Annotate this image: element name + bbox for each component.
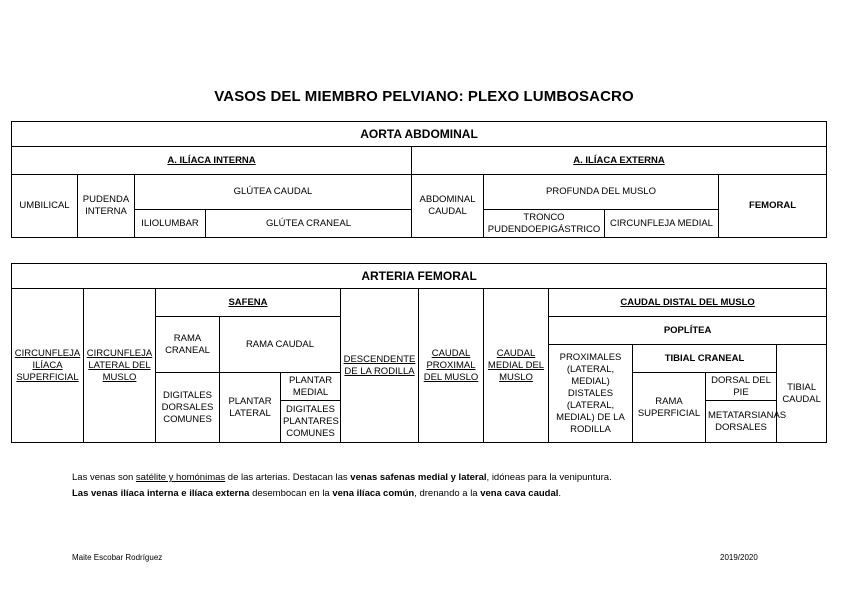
circunfleja-lateral-muslo-cell: CIRCUNFLEJA LATERAL DEL MUSLO — [84, 289, 156, 443]
circunfleja-medial-cell: CIRCUNFLEJA MEDIAL — [605, 210, 719, 238]
aorta-abdominal-header: AORTA ABDOMINAL — [12, 122, 827, 147]
arteria-femoral-header: ARTERIA FEMORAL — [12, 264, 827, 289]
page-title: VASOS DEL MIEMBRO PELVIANO: PLEXO LUMBOSACRO — [214, 88, 634, 105]
tibial-caudal-cell: TIBIAL CAUDAL — [777, 345, 827, 443]
tibial-craneal-header: TIBIAL CRANEAL — [633, 345, 777, 373]
glutea-caudal-cell: GLÚTEA CAUDAL — [135, 175, 412, 210]
footer-year: 2019/2020 — [720, 553, 758, 562]
plantar-lateral-cell: PLANTAR LATERAL — [220, 373, 281, 443]
rama-craneal-cell: RAMA CRANEAL — [156, 317, 220, 373]
glutea-craneal-cell: GLÚTEA CRANEAL — [206, 210, 412, 238]
caudal-medial-muslo-cell: CAUDAL MEDIAL DEL MUSLO — [484, 289, 549, 443]
iliaca-externa-header: A. ILÍACA EXTERNA — [412, 147, 827, 175]
rama-caudal-cell: RAMA CAUDAL — [220, 317, 341, 373]
iliaca-interna-header: A. ILÍACA INTERNA — [12, 147, 412, 175]
satelite-homonimas-text: satélite y homónimas — [135, 472, 226, 483]
notes — [72, 470, 612, 502]
venas-safenas-text: venas safenas medial y lateral — [350, 472, 487, 483]
caudal-distal-muslo-header: CAUDAL DISTAL DEL MUSLO — [549, 289, 827, 317]
aorta-abdominal-table — [11, 121, 827, 238]
poplitea-header: POPLÍTEA — [549, 317, 827, 345]
descendente-rodilla-cell: DESCENDENTE DE LA RODILLA — [341, 289, 419, 443]
caudal-proximal-muslo-cell: CAUDAL PROXIMAL DEL MUSLO — [419, 289, 484, 443]
pudenda-interna-cell: PUDENDA INTERNA — [78, 175, 135, 238]
abdominal-caudal-cell: ABDOMINAL CAUDAL — [412, 175, 484, 238]
rama-superficial-cell: RAMA SUPERFICIAL — [633, 373, 706, 443]
tronco-pudendoepigastrico-cell: TRONCO PUDENDOEPIGÁSTRICO — [484, 210, 605, 238]
footer-author: Maite Escobar Rodríguez — [72, 553, 163, 562]
arteria-femoral-table — [11, 263, 827, 443]
proximales-distales-rodilla-cell: PROXIMALES (LATERAL, MEDIAL) DISTALES (LATERAL, MEDIAL) DE LA RODILLA — [549, 345, 633, 443]
digitales-plantares-comunes-cell: DIGITALES PLANTARES COMUNES — [281, 401, 341, 443]
dorsal-pie-cell: DORSAL DEL PIE — [706, 373, 777, 401]
umbilical-cell: UMBILICAL — [12, 175, 78, 238]
metatarsianas-dorsales-cell: METATARSIANAS DORSALES — [706, 401, 777, 443]
profunda-muslo-cell: PROFUNDA DEL MUSLO — [484, 175, 719, 210]
circunfleja-iliaca-superficial-cell: CIRCUNFLEJA ILÍACA SUPERFICIAL — [12, 289, 84, 443]
safena-header: SAFENA — [156, 289, 341, 317]
plantar-medial-cell: PLANTAR MEDIAL — [281, 373, 341, 401]
digitales-dorsales-comunes-cell: DIGITALES DORSALES COMUNES — [156, 373, 220, 443]
note-line-1: Las venas son satélite y homónimas de las arterias. Destacan las venas safenas medial y lateral, idóneas para la venipuntura. — [72, 472, 612, 483]
note-line-2: Las venas ilíaca interna e ilíaca externa desembocan en la vena ilíaca común, drenando a la vena cava caudal. — [72, 488, 562, 499]
femoral-cell: FEMORAL — [719, 175, 827, 238]
iliolumbar-cell: ILIOLUMBAR — [135, 210, 206, 238]
